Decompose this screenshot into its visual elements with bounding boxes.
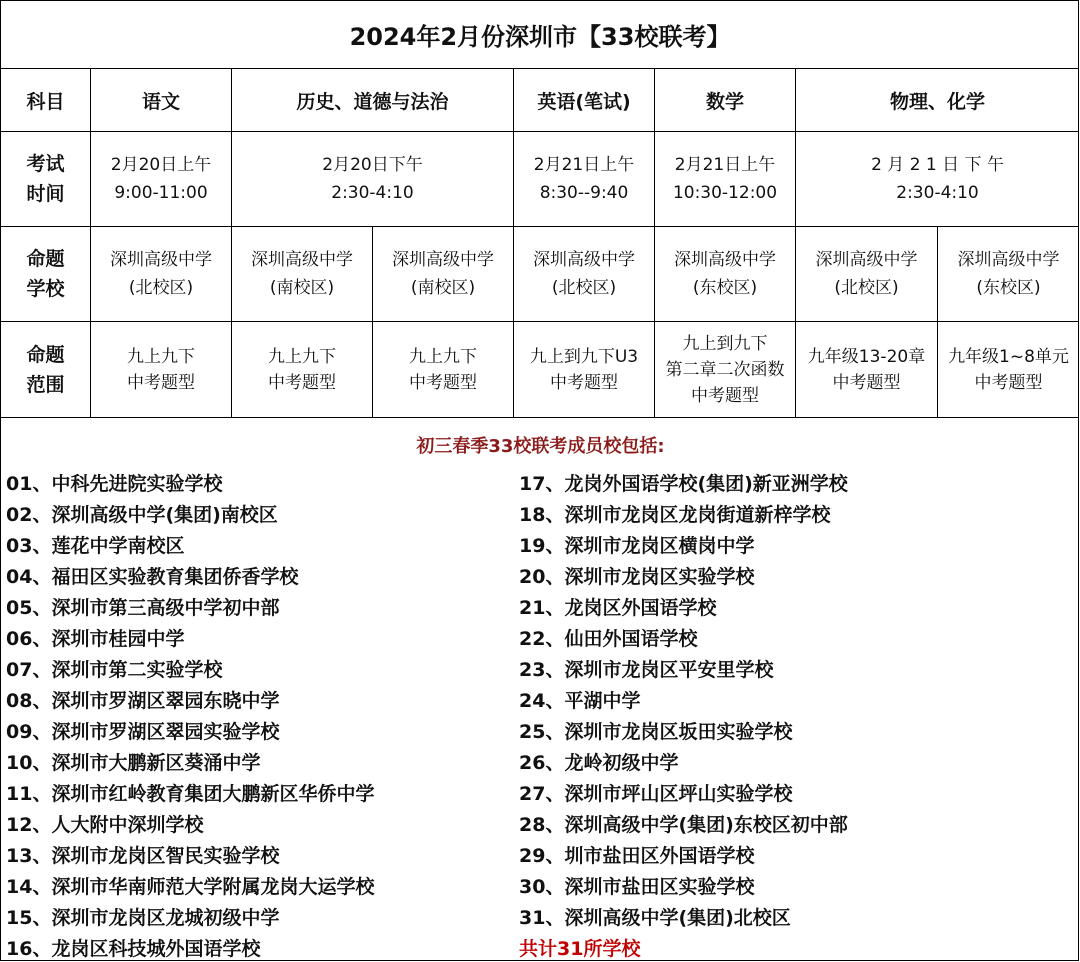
subject-label: 科目 [1,69,91,132]
list-item: 01、中科先进院实验学校 [6,473,223,495]
list-item: 28、深圳高级中学(集团)东校区初中部 [519,814,848,836]
list-item: 16、龙岗区科技城外国语学校 [6,938,261,960]
school-cell: 深圳高级中学 (北校区) [91,227,232,322]
list-item: 24、平湖中学 [519,690,641,712]
list-item: 22、仙田外国语学校 [519,628,698,650]
list-item: 18、深圳市龙岗区龙岗街道新梓学校 [519,504,831,526]
subject-math: 数学 [655,69,796,132]
exam-range-label: 命题 范围 [1,322,91,418]
subject-header-row [1,69,1080,132]
list-item: 08、深圳市罗湖区翠园东晓中学 [6,690,280,712]
range-cell: 九上九下 中考题型 [91,322,232,418]
subject-physics-chemistry: 物理、化学 [796,69,1080,132]
list-item: 13、深圳市龙岗区智民实验学校 [6,845,280,867]
list-item: 11、深圳市红岭教育集团大鹏新区华侨中学 [6,783,375,805]
subject-chinese: 语文 [91,69,232,132]
list-item: 21、龙岗区外国语学校 [519,597,717,619]
exam-range-row [1,322,1080,418]
range-cell: 九上九下 中考题型 [232,322,373,418]
total-count-label: 共计31所学校 [519,938,641,960]
time-cell-chinese: 2月20日上午 9:00-11:00 [91,132,232,227]
member-schools-right-list [519,471,848,961]
exam-time-label: 考试 时间 [1,132,91,227]
list-item: 25、深圳市龙岗区坂田实验学校 [519,721,793,743]
exam-time-row [1,132,1080,227]
list-item: 02、深圳高级中学(集团)南校区 [6,504,278,526]
setting-school-row [1,227,1080,322]
member-schools-title: 初三春季33校联考成员校包括: [416,436,665,457]
school-cell: 深圳高级中学 (南校区) [232,227,373,322]
range-cell: 九上到九下U3 中考题型 [514,322,655,418]
time-cell-english: 2月21日上午 8:30--9:40 [514,132,655,227]
list-item: 12、人大附中深圳学校 [6,814,204,836]
list-item: 15、深圳市龙岗区龙城初级中学 [6,907,280,929]
range-cell: 九上九下 中考题型 [373,322,514,418]
list-item: 27、深圳市坪山区坪山实验学校 [519,783,793,805]
subject-english: 英语(笔试) [514,69,655,132]
school-cell: 深圳高级中学 (南校区) [373,227,514,322]
member-schools-section [1,422,1079,961]
school-cell: 深圳高级中学 (北校区) [796,227,938,322]
list-item: 17、龙岗外国语学校(集团)新亚洲学校 [519,473,848,495]
range-cell: 九年级1~8单元 中考题型 [938,322,1080,418]
list-item: 19、深圳市龙岗区横岗中学 [519,535,755,557]
list-item: 26、龙岭初级中学 [519,752,679,774]
list-item: 31、深圳高级中学(集团)北校区 [519,907,791,929]
member-schools-left-list [6,471,374,961]
list-item: 30、深圳市盐田区实验学校 [519,876,755,898]
school-cell: 深圳高级中学 (北校区) [514,227,655,322]
list-item: 09、深圳市罗湖区翠园实验学校 [6,721,280,743]
time-cell-physics-chemistry: 2 月 2 1 日 下 午 2:30-4:10 [796,132,1080,227]
exam-schedule-table [0,0,1079,418]
range-cell: 九年级13-20章 中考题型 [796,322,938,418]
list-item: 14、深圳市华南师范大学附属龙岗大运学校 [6,876,375,898]
list-item: 05、深圳市第三高级中学初中部 [6,597,280,619]
list-item: 23、深圳市龙岗区平安里学校 [519,659,774,681]
time-cell-history: 2月20日下午 2:30-4:10 [232,132,514,227]
list-item: 10、深圳市大鹏新区葵涌中学 [6,752,261,774]
list-item: 20、深圳市龙岗区实验学校 [519,566,755,588]
list-item: 29、圳市盐田区外国语学校 [519,845,755,867]
subject-history-morality: 历史、道德与法治 [232,69,514,132]
list-item: 04、福田区实验教育集团侨香学校 [6,566,299,588]
list-item: 03、莲花中学南校区 [6,535,185,557]
page-title: 2024年2月份深圳市【33校联考】 [1,1,1080,69]
school-cell: 深圳高级中学 (东校区) [655,227,796,322]
list-item: 07、深圳市第二实验学校 [6,659,223,681]
range-cell: 九上到九下 第二章二次函数 中考题型 [655,322,796,418]
time-cell-math: 2月21日上午 10:30-12:00 [655,132,796,227]
setting-school-label: 命题 学校 [1,227,91,322]
school-cell: 深圳高级中学 (东校区) [938,227,1080,322]
list-item: 06、深圳市桂园中学 [6,628,185,650]
